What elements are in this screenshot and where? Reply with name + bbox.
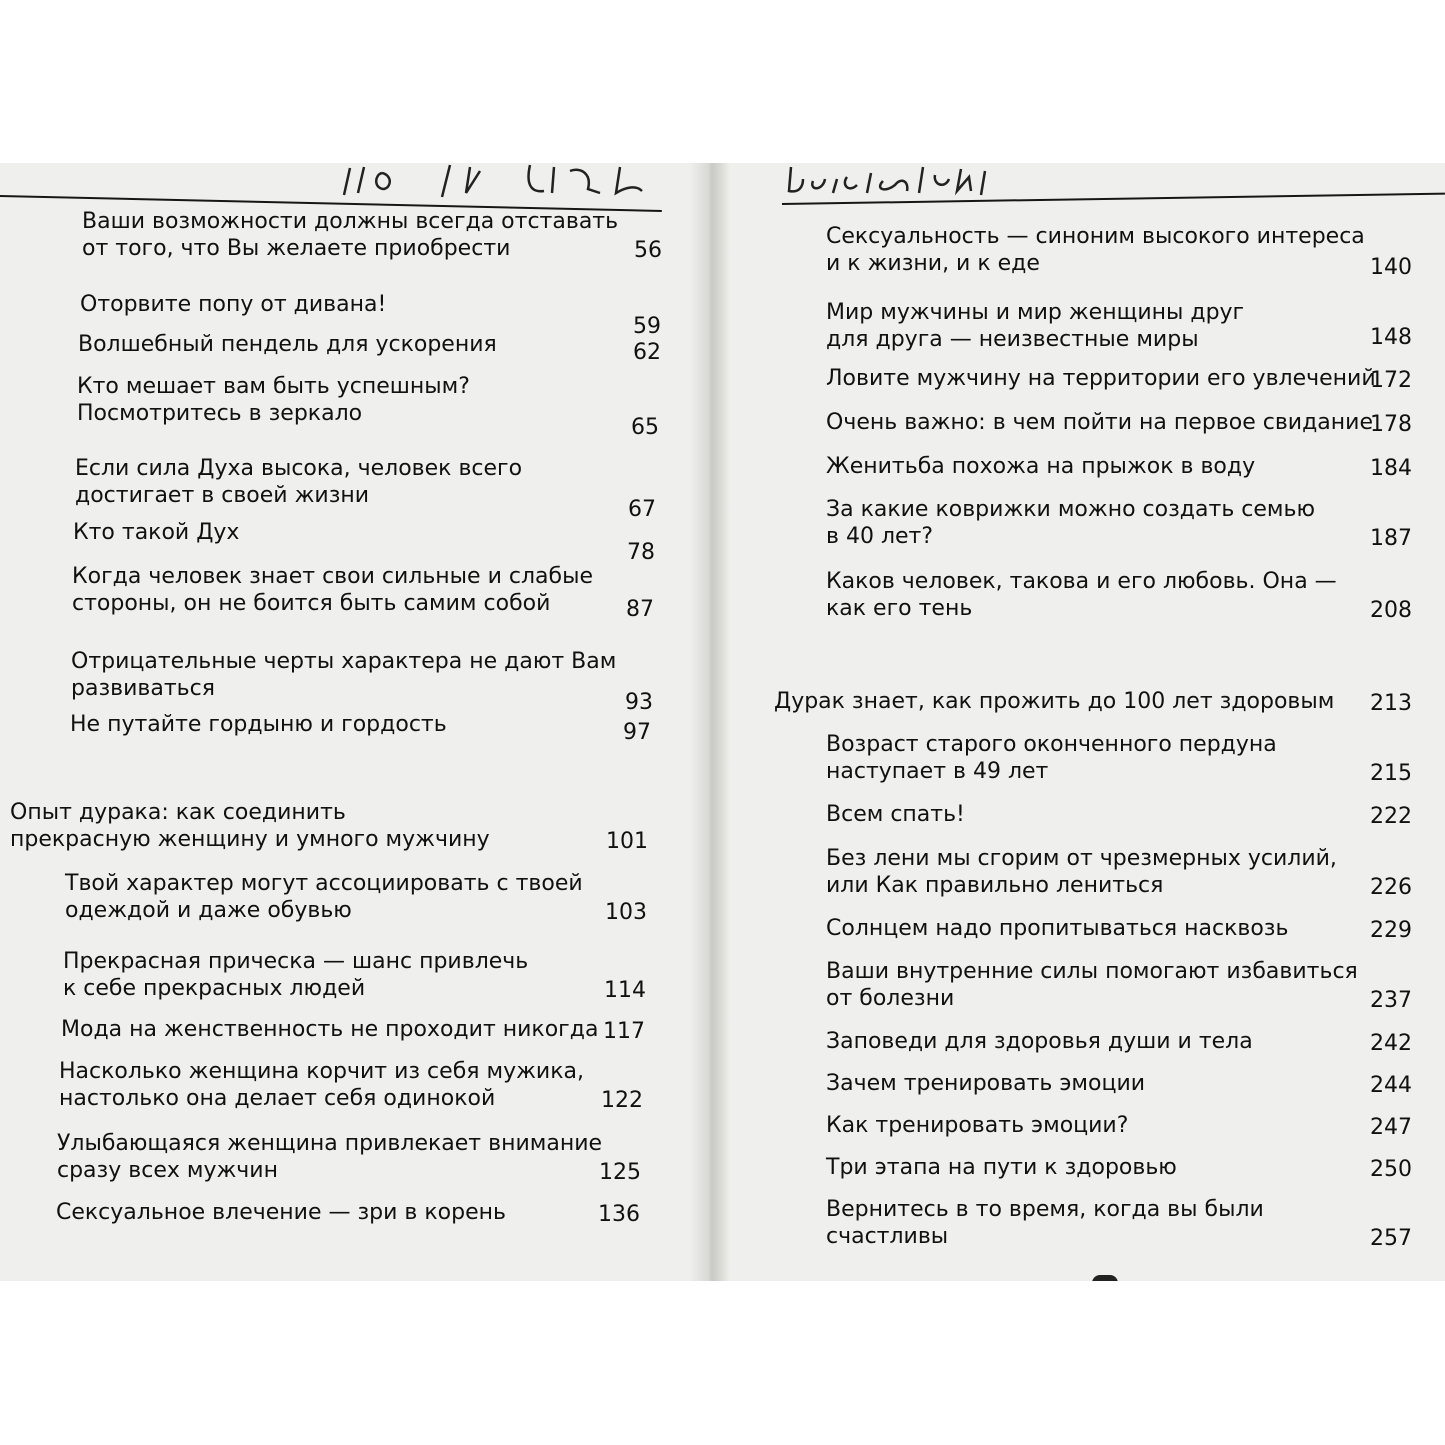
toc-entry[interactable] (78, 331, 661, 365)
toc-entry-page: 117 (603, 1019, 645, 1044)
toc-entry-page: 244 (1370, 1073, 1412, 1098)
toc-entry-title: Мода на женственность не проходит никогда (61, 1017, 599, 1042)
toc-entry-title: Сексуальное влечение — зри в корень (56, 1200, 506, 1225)
toc-entry-title: Всем спать! (826, 802, 965, 827)
toc-entry-title: Насколько женщина корчит из себя мужика, настолько она делает себя одинокой (59, 1059, 584, 1111)
toc-entry-title: Каков человек, такова и его любовь. Она — как его тень (826, 569, 1337, 621)
toc-entry-page: 62 (633, 340, 661, 365)
toc-entry-page: 93 (625, 690, 653, 715)
toc-entry[interactable] (71, 648, 653, 715)
toc-entry-title: Ловите мужчину на территории его увлечений (826, 366, 1376, 391)
toc-entry-page: 257 (1370, 1226, 1412, 1251)
toc-entry[interactable] (826, 568, 1412, 622)
toc-entry-title: Заповеди для здоровья души и тела (826, 1029, 1253, 1054)
toc-entry-title: Волшебный пендель для ускорения (78, 332, 497, 357)
toc-entry-page: 140 (1370, 255, 1412, 280)
toc-entry-page: 187 (1370, 526, 1412, 551)
toc-entry[interactable] (826, 365, 1412, 392)
toc-entry-page: 103 (605, 900, 647, 925)
toc-entry-page: 237 (1370, 988, 1412, 1013)
toc-entry[interactable] (826, 1112, 1412, 1139)
toc-entry[interactable] (826, 1154, 1412, 1181)
toc-entry-page: 184 (1370, 456, 1412, 481)
toc-entry-page: 222 (1370, 804, 1412, 829)
toc-entry-page: 172 (1370, 368, 1412, 393)
toc-entry-page: 247 (1370, 1115, 1412, 1140)
toc-entry-title: Без лени мы сгорим от чрезмерных усилий, или Как правильно лениться (826, 846, 1337, 898)
toc-entry[interactable] (59, 1058, 643, 1112)
toc-entry-title: Когда человек знает свои сильные и слабые стороны, он не боится быть самим собой (72, 564, 593, 616)
toc-entry[interactable] (826, 845, 1412, 899)
toc-entry[interactable] (65, 870, 647, 924)
toc-entry[interactable] (73, 519, 657, 565)
toc-entry-title: Солнцем надо пропитываться насквозь (826, 916, 1289, 941)
toc-entry[interactable] (826, 958, 1412, 1012)
toc-entry-title: Очень важно: в чем пойти на первое свидание (826, 410, 1374, 435)
toc-entry-title: Кто такой Дух (73, 520, 240, 545)
toc-entry-page: 67 (628, 497, 656, 522)
toc-entry-page: 125 (599, 1160, 641, 1185)
toc-entry-title: За какие коврижки можно создать семью в 40 лет? (826, 497, 1315, 549)
toc-entry[interactable] (826, 731, 1412, 785)
toc-entry-title: Если сила Духа высока, человек всего достигает в своей жизни (75, 456, 523, 508)
toc-entry[interactable] (826, 1070, 1412, 1097)
toc-entry-title: Твой характер могут ассоциировать с твоей одеждой и даже обувью (65, 871, 583, 923)
toc-entry-title: Опыт дурака: как соединить прекрасную женщину и умного мужчину (10, 800, 490, 852)
toc-entry-page: 114 (604, 978, 646, 1003)
toc-entry[interactable] (774, 688, 1412, 715)
toc-entry-page: 122 (601, 1088, 643, 1113)
toc-entry-title: Женитьба похожа на прыжок в воду (826, 454, 1256, 479)
toc-entry-page: 226 (1370, 875, 1412, 900)
toc-entry[interactable] (10, 799, 648, 853)
toc-entry[interactable] (56, 1199, 640, 1226)
toc-entry[interactable] (826, 223, 1412, 280)
book-gutter (690, 163, 730, 1281)
toc-entry-title: Ваши внутренние силы помогают избавиться от болезни (826, 959, 1358, 1011)
toc-entry-title: Прекрасная прическа — шанс привлечь к себе прекрасных людей (63, 949, 529, 1001)
toc-entry-page: 213 (1370, 691, 1412, 716)
toc-entry[interactable] (61, 1016, 645, 1043)
toc-entry[interactable] (70, 711, 651, 745)
toc-entry[interactable] (826, 1028, 1412, 1055)
toc-entry-page: 87 (626, 597, 654, 622)
toc-entry[interactable] (826, 453, 1412, 480)
toc-entry[interactable] (57, 1130, 641, 1184)
toc-entry-title: Сексуальность — синоним высокого интереса и к жизни, и к еде (826, 224, 1365, 276)
toc-entry-title: Кто мешает вам быть успешным? Посмотритесь в зеркало (77, 374, 470, 426)
toc-entry[interactable] (826, 299, 1412, 353)
toc-entry-page: 148 (1370, 325, 1412, 350)
toc-entry[interactable] (63, 948, 646, 1002)
toc-entry-page: 215 (1370, 761, 1412, 786)
toc-entry[interactable] (77, 373, 661, 440)
toc-entry-page: 97 (623, 720, 651, 745)
toc-entry-title: Зачем тренировать эмоции (826, 1071, 1146, 1096)
toc-entry[interactable] (75, 455, 658, 522)
toc-entry-page: 65 (631, 415, 659, 440)
toc-entry[interactable] (826, 1196, 1412, 1250)
toc-entry[interactable] (826, 801, 1412, 828)
toc-entry-title: Дурак знает, как прожить до 100 лет здоровым (774, 689, 1335, 714)
toc-entry[interactable] (82, 208, 662, 262)
toc-entry-title: Три этапа на пути к здоровью (826, 1155, 1177, 1180)
toc-entry-title: Не путайте гордыню и гордость (70, 712, 447, 737)
toc-entry-title: Вернитесь в то время, когда вы были счастливы (826, 1197, 1264, 1249)
toc-entry-title: Отрицательные черты характера не дают Вам развиваться (71, 649, 617, 701)
toc-entry-title: Оторвите попу от дивана! (80, 292, 387, 317)
toc-entry-title: Как тренировать эмоции? (826, 1113, 1129, 1138)
toc-entry[interactable] (826, 915, 1412, 942)
toc-entry-page: 250 (1370, 1157, 1412, 1182)
toc-entry-page: 101 (606, 829, 648, 854)
toc-entry-title: Возраст старого оконченного пердуна наступает в 49 лет (826, 732, 1277, 784)
toc-entry-page: 78 (627, 540, 655, 565)
toc-entry-title: Улыбающаяся женщина привлекает внимание сразу всех мужчин (57, 1131, 603, 1183)
handwritten-scribble-right (785, 163, 1015, 203)
toc-entry[interactable] (826, 496, 1412, 550)
toc-entry-title: Мир мужчины и мир женщины друг для друга — неизвестные миры (826, 300, 1245, 352)
toc-entry-page: 208 (1370, 598, 1412, 623)
toc-entry[interactable] (826, 409, 1412, 436)
toc-entry[interactable] (80, 291, 661, 339)
toc-entry-page: 242 (1370, 1031, 1412, 1056)
toc-entry-page: 136 (598, 1202, 640, 1227)
toc-entry-page: 229 (1370, 918, 1412, 943)
toc-entry-page: 178 (1370, 412, 1412, 437)
toc-entry-title: Ваши возможности должны всегда отставать от того, что Вы желаете приобрести (82, 209, 619, 261)
toc-entry-page: 59 (633, 314, 661, 339)
toc-entry[interactable] (72, 563, 654, 622)
book-spread (0, 163, 1445, 1281)
toc-entry-page: 56 (634, 238, 662, 263)
page-edge-mark (1092, 1275, 1118, 1281)
